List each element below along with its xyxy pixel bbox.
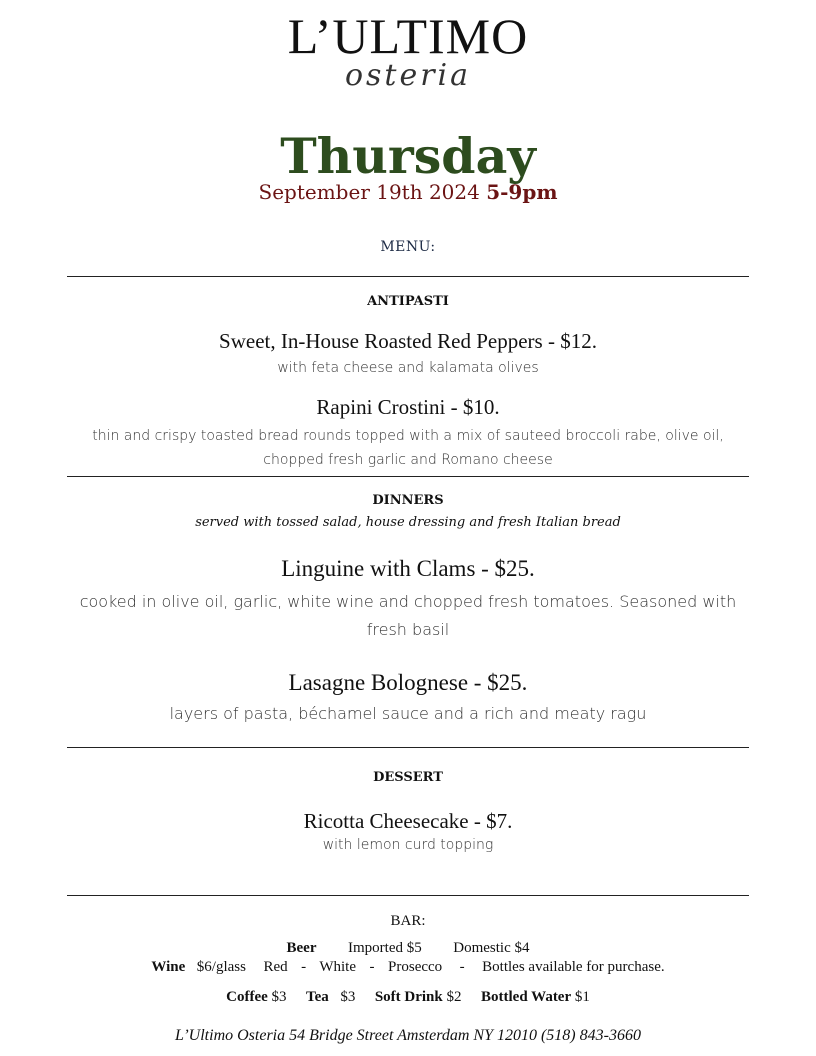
menu-item-name: Ricotta Cheesecake - $7. bbox=[303, 809, 513, 833]
beer-label: Beer bbox=[286, 940, 317, 956]
separator: - bbox=[301, 959, 307, 975]
bar-beer-line bbox=[0, 938, 816, 958]
wine-label: Wine bbox=[151, 959, 186, 975]
menu-day: Thursday bbox=[280, 127, 536, 185]
beer-domestic: Domestic $4 bbox=[453, 940, 530, 956]
wine-white: White bbox=[319, 959, 357, 975]
coffee-label: Coffee bbox=[226, 989, 268, 1005]
section-title-dessert: DESSERT bbox=[373, 770, 443, 785]
section-title-antipasti: ANTIPASTI bbox=[367, 294, 449, 309]
coffee-price: $3 bbox=[271, 989, 287, 1005]
menu-item-desc: layers of pasta, béchamel sauce and a rich and meaty ragu bbox=[169, 704, 647, 723]
wine-red: Red bbox=[263, 959, 288, 975]
wine-price: $6/glass bbox=[196, 959, 246, 975]
menu-item-name: Lasagne Bolognese - $25. bbox=[288, 670, 528, 695]
section-title-dinners: DINNERS bbox=[372, 493, 444, 508]
menu-item-desc: cooked in olive oil, garlic, white wine and chopped fresh tomatoes. Seasoned with fresh basil bbox=[79, 592, 737, 639]
beer-imported: Imported $5 bbox=[348, 940, 422, 956]
menu-date: September 19th 2024 bbox=[258, 180, 480, 204]
tea-label: Tea bbox=[306, 989, 329, 1005]
bottled-water-price: $1 bbox=[574, 989, 590, 1005]
divider bbox=[67, 895, 749, 896]
divider bbox=[67, 476, 749, 477]
menu-item-desc: with lemon curd topping bbox=[322, 837, 494, 853]
menu-date-line bbox=[0, 178, 816, 206]
bar-other-line bbox=[0, 987, 816, 1007]
menu-item-name: Linguine with Clams - $25. bbox=[281, 556, 535, 581]
section-note-dinners: served with tossed salad, house dressing and fresh Italian bread bbox=[195, 515, 621, 530]
separator: - bbox=[459, 959, 465, 975]
bar-title: BAR: bbox=[390, 913, 426, 929]
wine-bottles: Bottles available for purchase. bbox=[482, 959, 665, 975]
divider bbox=[67, 747, 749, 748]
menu-item-desc: thin and crispy toasted bread rounds topped with a mix of sauteed broccoli rabe, olive oil, chopped fresh garlic and Romano cheese bbox=[92, 428, 724, 468]
tea-price: $3 bbox=[340, 989, 356, 1005]
footer-address: L’Ultimo Osteria 54 Bridge Street Amsterdam NY 12010 (518) 843-3660 bbox=[175, 1027, 641, 1044]
soft-drink-label: Soft Drink bbox=[374, 989, 443, 1005]
logo-wordmark: L’ULTIMO bbox=[287, 8, 529, 64]
menu-label: MENU: bbox=[380, 239, 436, 255]
soft-drink-price: $2 bbox=[446, 989, 462, 1005]
bottled-water-label: Bottled Water bbox=[481, 989, 572, 1005]
divider bbox=[67, 276, 749, 277]
logo-subtitle: osteria bbox=[344, 58, 472, 93]
wine-prosecco: Prosecco bbox=[388, 959, 443, 975]
bar-wine-line bbox=[0, 957, 816, 977]
menu-hours: 5-9pm bbox=[486, 180, 558, 204]
menu-item-name: Rapini Crostini - $10. bbox=[316, 395, 500, 419]
separator: - bbox=[369, 959, 375, 975]
menu-item-name: Sweet, In-House Roasted Red Peppers - $12. bbox=[219, 329, 597, 353]
menu-item-desc: with feta cheese and kalamata olives bbox=[277, 360, 539, 376]
